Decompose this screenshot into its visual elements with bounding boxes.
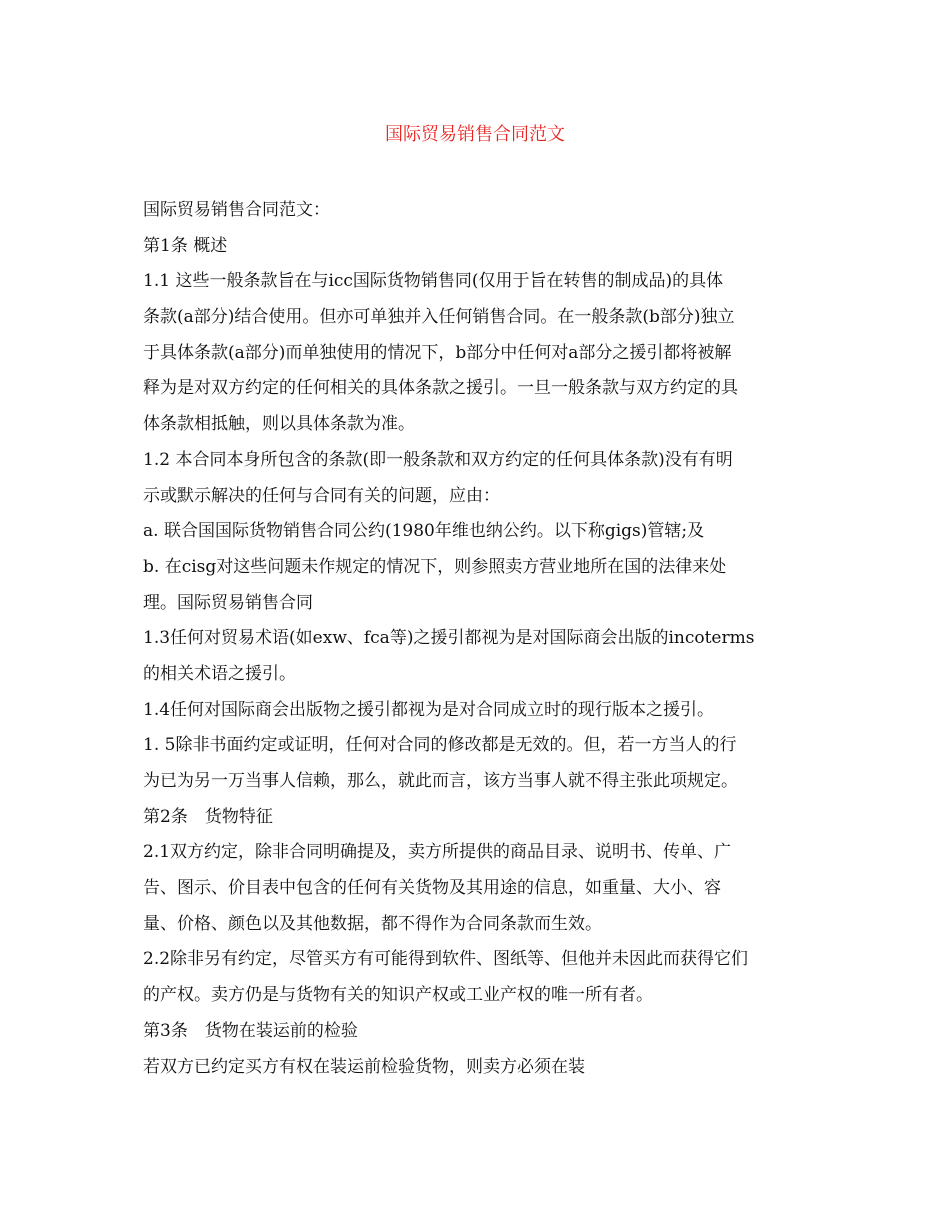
article-heading: 第1条 概述 xyxy=(143,235,228,256)
paragraph-line: 1.1 这些一般条款旨在与icc国际货物销售同(仅用于旨在转售的制成品)的具体 xyxy=(143,271,724,292)
paragraph-line: 1.3任何对贸易术语(如exw、fca等)之援引都视为是对国际商会出版的incoterms xyxy=(143,628,755,649)
paragraph-line: a. 联合国国际货物销售合同公约(1980年维也纳公约。以下称gigs)管辖;及 xyxy=(143,521,705,542)
paragraph-line: 1.4任何对国际商会出版物之援引都视为是对合同成立时的现行版本之援引。 xyxy=(143,699,715,720)
paragraph-line: 告、图示、价目表中包含的任何有关货物及其用途的信息，如重量、大小、容 xyxy=(143,878,721,899)
paragraph-line: 1. 5除非书面约定或证明，任何对合同的修改都是无效的。但，若一方当人的行 xyxy=(143,735,737,756)
document-title: 国际贸易销售合同范文 xyxy=(385,124,565,145)
paragraph-line: 释为是对双方约定的任何相关的具体条款之援引。一旦一般条款与双方约定的具 xyxy=(143,378,738,399)
paragraph-line: 1.2 本合同本身所包含的条款(即一般条款和双方约定的任何具体条款)没有有明 xyxy=(143,449,733,470)
paragraph-line: 理。国际贸易销售合同 xyxy=(143,592,313,613)
paragraph-line: 2.2除非另有约定，尽管买方有可能得到软件、图纸等、但他并未因此而获得它们 xyxy=(143,949,749,970)
article-heading: 第2条 货物特征 xyxy=(143,806,273,827)
paragraph-line: 量、价格、颜色以及其他数据，都不得作为合同条款而生效。 xyxy=(143,913,602,934)
heading-line: 国际贸易销售合同范文： xyxy=(143,200,330,220)
article-heading: 第3条 货物在装运前的检验 xyxy=(143,1020,358,1041)
paragraph-line: 若双方已约定买方有权在装运前检验货物，则卖方必须在装 xyxy=(143,1056,585,1077)
paragraph-line: 条款(a部分)结合使用。但亦可单独并入任何销售合同。在一般条款(b部分)独立 xyxy=(143,307,735,328)
paragraph-line: b. 在cisg对这些问题未作规定的情况下，则参照卖方营业地所在国的法律来处 xyxy=(143,556,727,577)
document-body xyxy=(143,193,813,1085)
paragraph-line: 的产权。卖方仍是与货物有关的知识产权或工业产权的唯一所有者。 xyxy=(143,985,653,1006)
paragraph-line: 2.1双方约定，除非合同明确提及，卖方所提供的商品目录、说明书、传单、广 xyxy=(143,842,732,863)
paragraph-line: 的相关术语之援引。 xyxy=(143,663,296,684)
paragraph-line: 体条款相抵触，则以具体条款为准。 xyxy=(143,414,415,435)
paragraph-line: 示或默示解决的任何与合同有关的问题，应由： xyxy=(143,485,500,506)
paragraph-line: 于具体条款(a部分)而单独使用的情况下，b部分中任何对a部分之援引都将被解 xyxy=(143,342,732,363)
paragraph-line: 为已为另一万当事人信赖，那么，就此而言，该方当事人就不得主张此项规定。 xyxy=(143,771,738,791)
